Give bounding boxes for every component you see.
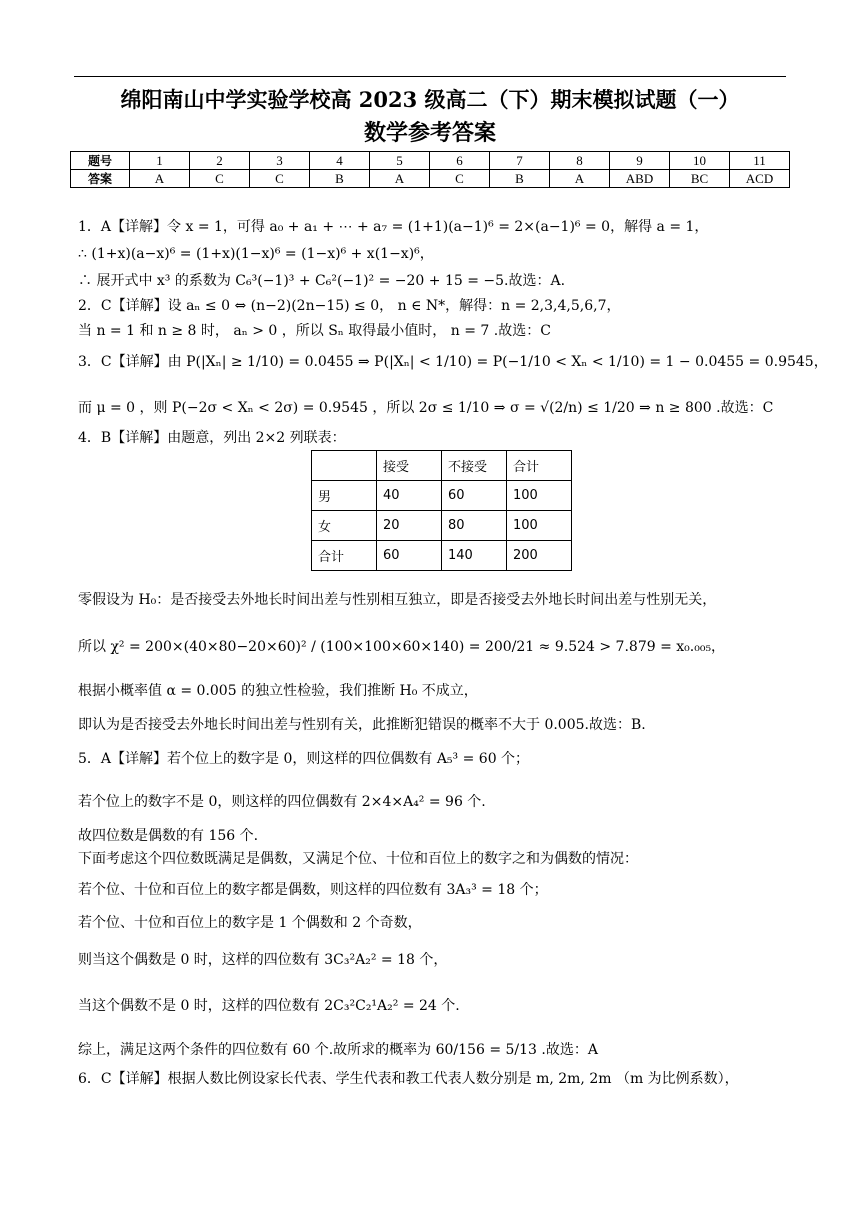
answer-cell: C [430,170,490,188]
table-cell: 男 [312,481,377,511]
solution-line: 则当这个偶数是 0 时，这样的四位数有 3C₃²A₂² = 18 个， [78,952,448,968]
answer-cell: ACD [730,170,790,188]
question-number: 10 [670,152,730,170]
contingency-table [311,450,572,571]
answer-cell: C [250,170,310,188]
table-cell: 60 [442,481,507,511]
solution-line: 零假设为 H₀：是否接受去外地长时间出差与性别相互独立，即是否接受去外地长时间出差与性别无关， [78,592,717,608]
row-label-answer: 答案 [71,170,130,188]
answer-cell: BC [670,170,730,188]
question-number: 11 [730,152,790,170]
page-title: 绵阳南山中学实验学校高 2023 级高二（下）期末模拟试题（一） [120,87,740,112]
question-number: 2 [190,152,250,170]
solution-line: 若个位上的数字不是 0，则这样的四位偶数有 2×4×A₄² = 96 个. [78,794,486,810]
table-cell: 100 [507,511,572,541]
question-number: 3 [250,152,310,170]
solution-line: 4．B【详解】由题意，列出 2×2 列联表： [78,430,346,446]
answer-cell: C [190,170,250,188]
solution-line: 当这个偶数不是 0 时，这样的四位数有 2C₃²C₂¹A₂² = 24 个. [78,998,460,1014]
table-cell: 200 [507,541,572,571]
solution-line: 若个位、十位和百位上的数字是 1 个偶数和 2 个奇数， [78,915,422,931]
question-number: 7 [490,152,550,170]
solution-line: 下面考虑这个四位数既满足是偶数，又满足个位、十位和百位上的数字之和为偶数的情况： [78,851,638,867]
top-rule [74,76,786,77]
answer-cell: B [310,170,370,188]
table-cell: 20 [377,511,442,541]
solution-line: 3．C【详解】由 P(|Xₙ| ≥ 1/10) = 0.0455 ⇒ P(|Xₙ| < 1/10) = P(−1/10 < Xₙ < 1/10) = 1 − 0.0455 = 0.9545， [78,354,828,370]
table-row [312,451,572,481]
table-cell: 不接受 [442,451,507,481]
answer-cell: B [490,170,550,188]
table-row [312,481,572,511]
page-subtitle: 数学参考答案 [363,120,496,146]
table-cell: 80 [442,511,507,541]
solution-line: 所以 χ² = 200×(40×80−20×60)² / (100×100×60×140) = 200/21 ≈ 9.524 > 7.879 = x₀.₀₀₅， [78,639,726,655]
solution-line: 1．A【详解】令 x = 1，可得 a₀ + a₁ + ⋯ + a₇ = (1+1)(a−1)⁶ = 2×(a−1)⁶ = 0，解得 a = 1， [78,219,709,235]
table-cell: 100 [507,481,572,511]
table-cell: 合计 [312,541,377,571]
solution-line: ∴ 展开式中 x³ 的系数为 C₆³(−1)³ + C₆²(−1)² = −20 + 15 = −5.故选：A. [78,273,566,289]
solution-line: 根据小概率值 α = 0.005 的独立性检验，我们推断 H₀ 不成立， [78,683,478,699]
question-number: 8 [550,152,610,170]
question-number: 1 [130,152,190,170]
table-cell: 女 [312,511,377,541]
table-row [312,511,572,541]
answer-cell: A [130,170,190,188]
solution-line: 若个位、十位和百位上的数字都是偶数，则这样的四位数有 3A₃³ = 18 个； [78,882,548,898]
answer-table-answer-row [71,170,790,188]
solution-line: 而 μ = 0 ，则 P(−2σ < Xₙ < 2σ) = 0.9545 ，所以 2σ ≤ 1/10 ⇒ σ = √(2/n) ≤ 1/20 ⇒ n ≥ 800 .故选：C [78,400,774,416]
solution-line: 故四位数是偶数的有 156 个. [78,828,259,844]
table-cell: 60 [377,541,442,571]
table-cell: 接受 [377,451,442,481]
solution-line: ∴ (1+x)(a−x)⁶ = (1+x)(1−x)⁶ = (1−x)⁶ + x(1−x)⁶， [78,246,434,262]
answer-cell: ABD [610,170,670,188]
row-label-number: 题号 [71,152,130,170]
solution-line: 5．A【详解】若个位上的数字是 0，则这样的四位偶数有 A₅³ = 60 个； [78,751,530,767]
solution-line: 综上，满足这两个条件的四位数有 60 个.故所求的概率为 60/156 = 5/13 .故选：A [78,1042,598,1058]
question-number: 5 [370,152,430,170]
table-cell: 合计 [507,451,572,481]
solution-line: 6．C【详解】根据人数比例设家长代表、学生代表和教工代表人数分别是 m, 2m, 2m （m 为比例系数）， [78,1071,739,1087]
answer-table [70,151,790,188]
answer-cell: A [370,170,430,188]
table-cell: 40 [377,481,442,511]
solution-line: 当 n = 1 和 n ≥ 8 时， aₙ > 0 ，所以 Sₙ 取得最小值时， n = 7 .故选：C [78,323,551,339]
answer-cell: A [550,170,610,188]
answer-table-number-row [71,152,790,170]
question-number: 9 [610,152,670,170]
solution-line: 2．C【详解】设 aₙ ≤ 0 ⇔ (n−2)(2n−15) ≤ 0， n ∈ N*，解得：n = 2,3,4,5,6,7， [78,298,621,314]
table-cell [312,451,377,481]
table-cell: 140 [442,541,507,571]
question-number: 4 [310,152,370,170]
solution-line: 即认为是否接受去外地长时间出差与性别有关，此推断犯错误的概率不大于 0.005.故选：B. [78,717,646,733]
table-row [312,541,572,571]
question-number: 6 [430,152,490,170]
